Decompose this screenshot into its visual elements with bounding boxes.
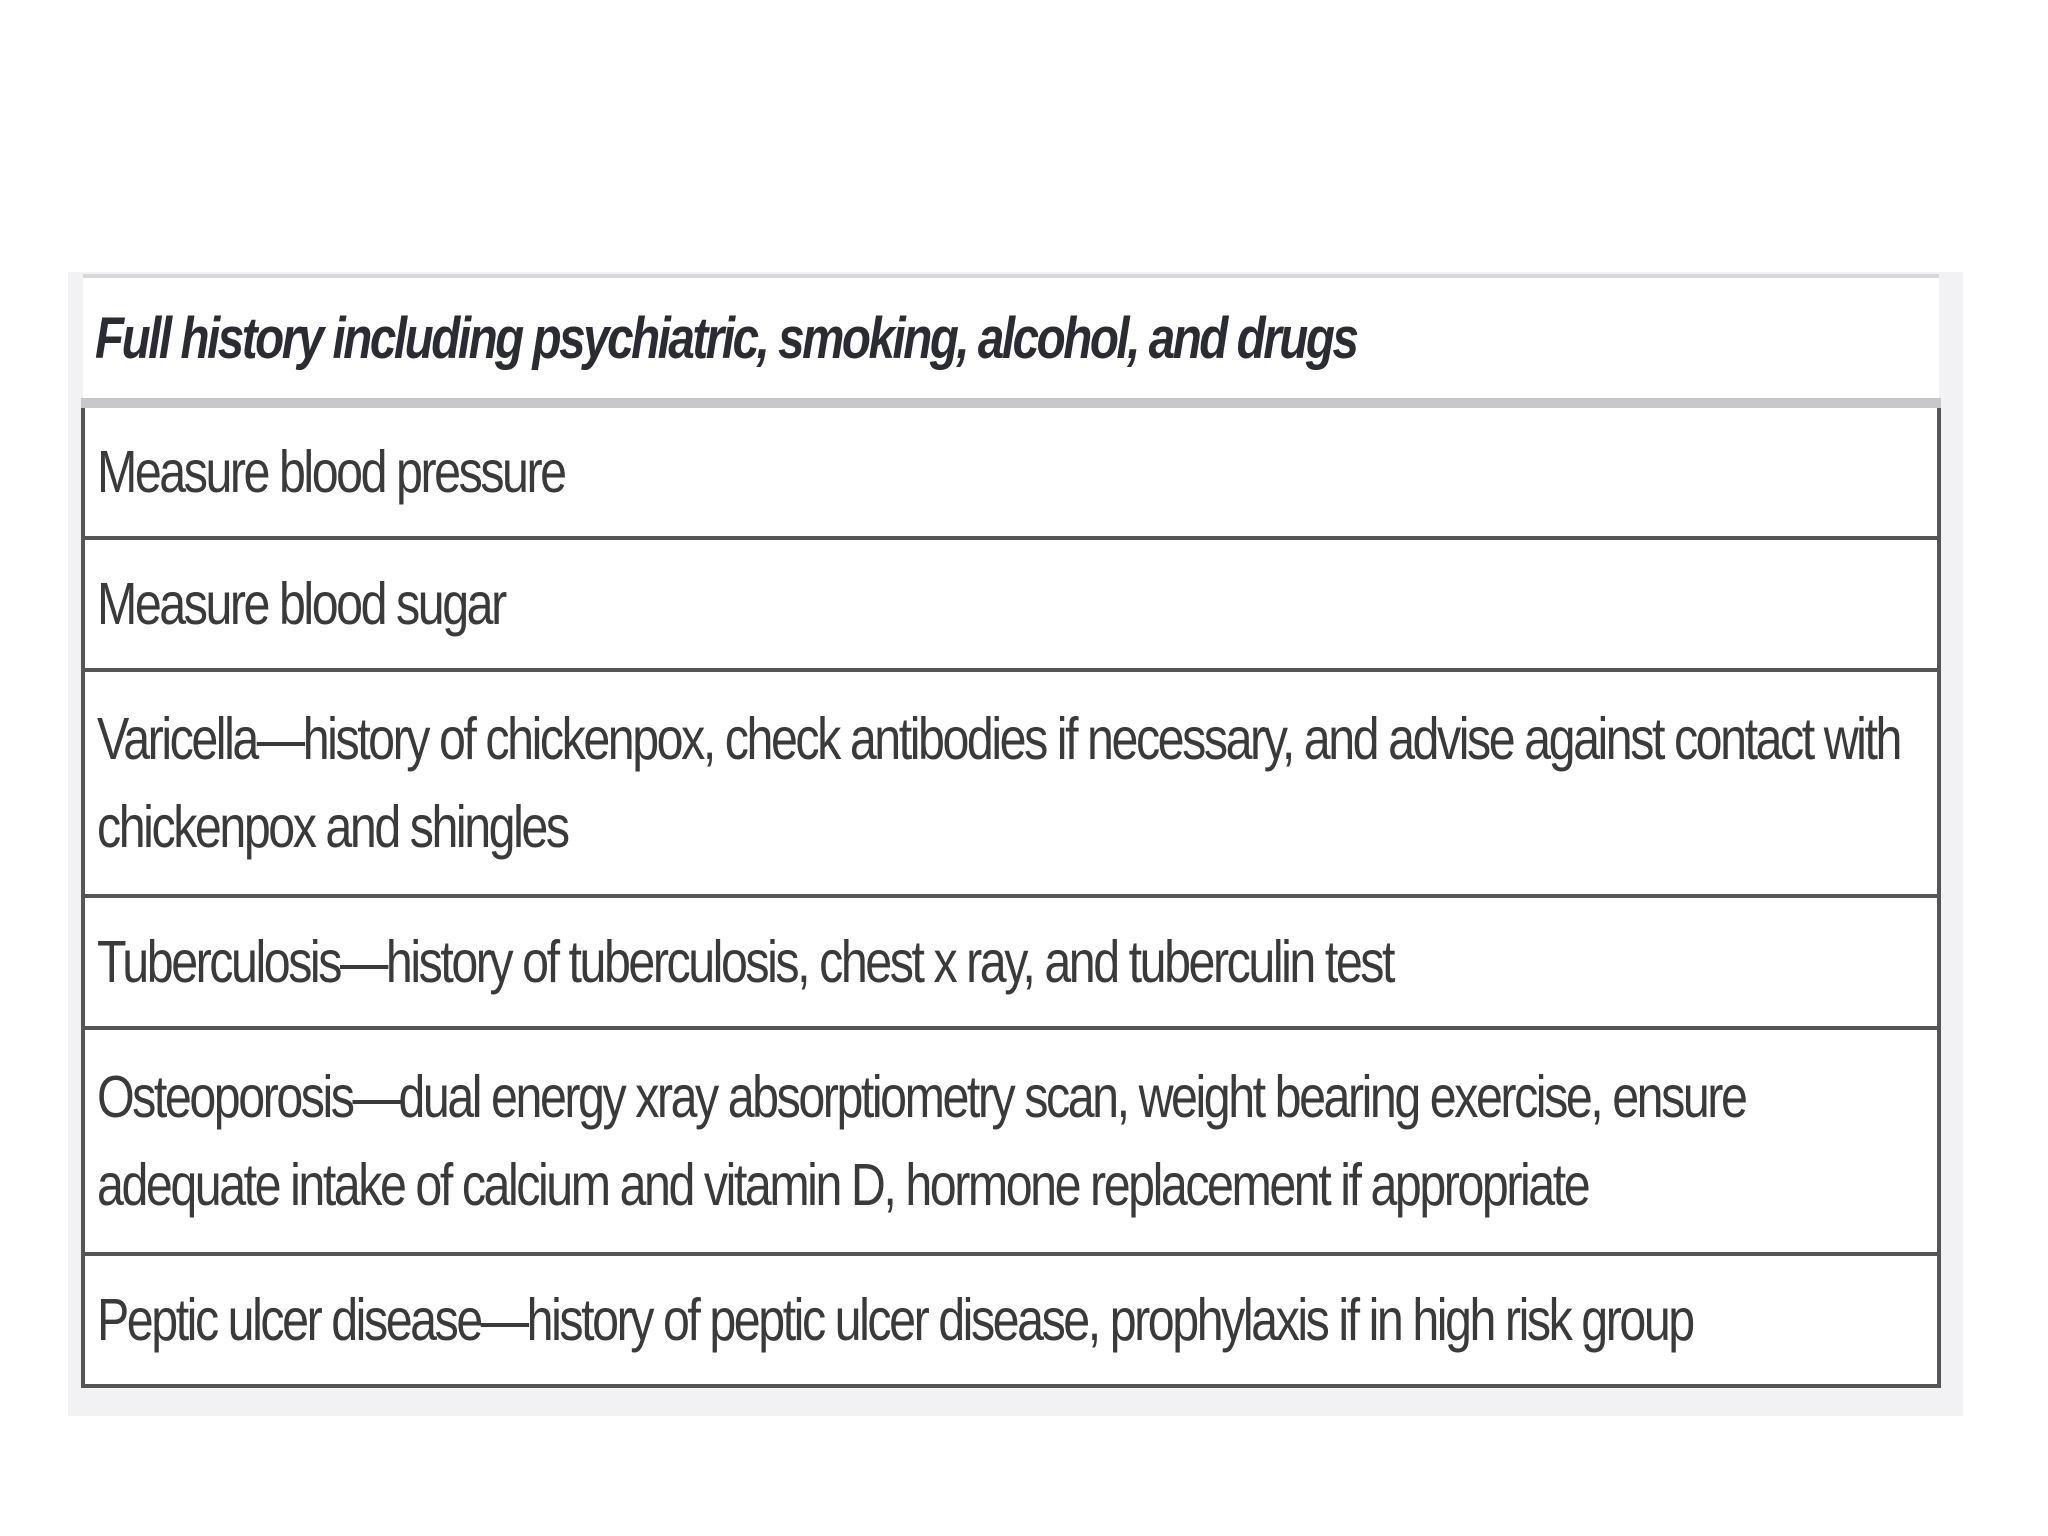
table-row	[83, 403, 1939, 538]
row-tuberculosis: Tuberculosis—history of tuberculosis, chest x ray, and tuberculin test	[97, 928, 1393, 995]
table-header-row	[83, 276, 1939, 403]
table-row	[83, 896, 1939, 1028]
table-frame	[68, 272, 1963, 1416]
table-cell	[83, 1028, 1939, 1254]
row-blood-pressure: Measure blood pressure	[97, 438, 565, 505]
row-peptic-ulcer: Peptic ulcer disease—history of peptic ulcer disease, prophylaxis if in high risk group	[97, 1286, 1693, 1353]
table-row	[83, 1254, 1939, 1386]
table-header-cell	[83, 276, 1939, 403]
table-cell	[83, 670, 1939, 896]
table-row	[83, 1028, 1939, 1254]
row-blood-sugar: Measure blood sugar	[97, 570, 505, 637]
table-cell	[83, 1254, 1939, 1386]
row-varicella: Varicella—history of chickenpox, check antibodies if necessary, and advise against contact with chickenpox and shingles	[97, 705, 1900, 860]
table-row	[83, 670, 1939, 896]
checklist-table	[81, 274, 1941, 1388]
table-cell	[83, 896, 1939, 1028]
table-cell	[83, 403, 1939, 538]
table-row	[83, 538, 1939, 670]
table-header-text: Full history including psychiatric, smoking, alcohol, and drugs	[95, 305, 1357, 371]
row-osteoporosis: Osteoporosis—dual energy xray absorptiometry scan, weight bearing exercise, ensure adequate intake of calcium and vitamin D, hormone replacement if appropriate	[97, 1063, 1746, 1218]
table-cell	[83, 538, 1939, 670]
